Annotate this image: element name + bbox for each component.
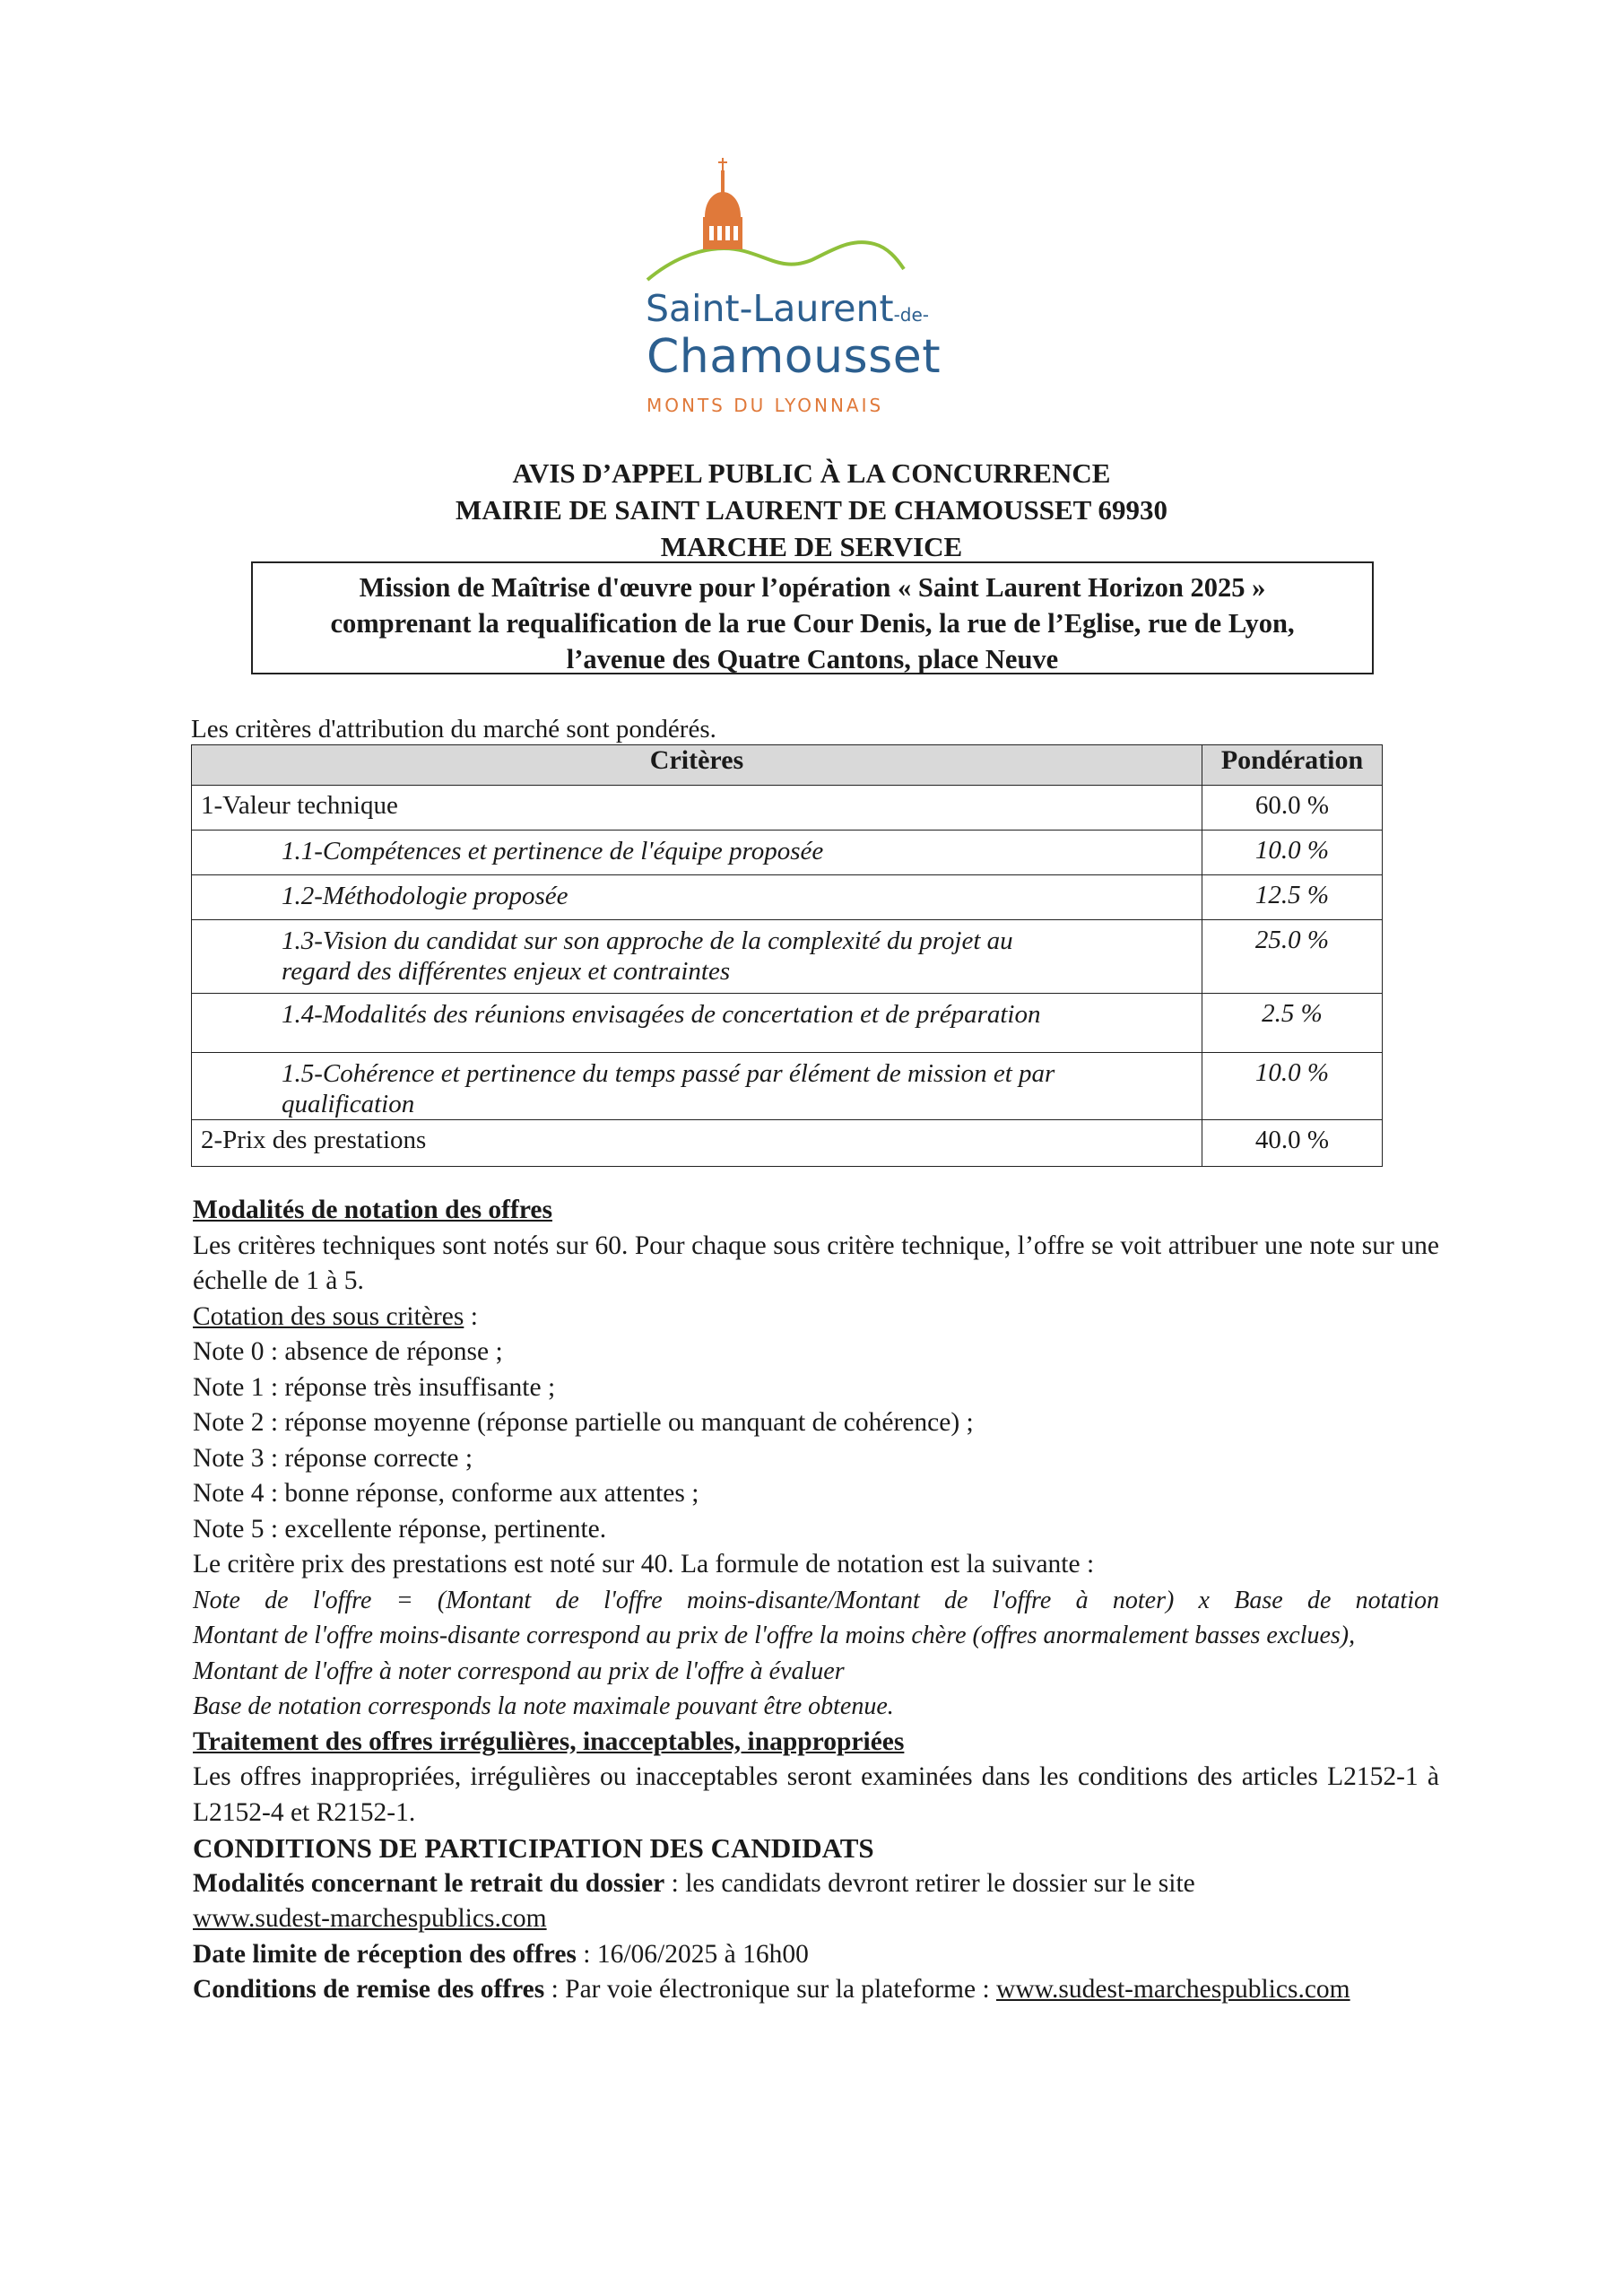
deadline-value: : 16/06/2025 à 16h00	[576, 1939, 809, 1969]
section-title: CONDITIONS DE PARTICIPATION DES CANDIDATS	[193, 1832, 874, 1864]
formula-definition: Montant de l'offre moins-disante correspond au prix de l'offre la moins chère (offres anormalement basses exclues),	[193, 1622, 1356, 1649]
mission-line: l’avenue des Quatre Cantons, place Neuve	[566, 644, 1059, 674]
note-line: Note 2 : réponse moyenne (réponse partielle ou manquant de cohérence) ;	[193, 1408, 974, 1437]
criterion-label: 1-Valeur technique	[192, 786, 1202, 831]
criterion-label: 1.1-Compétences et pertinence de l'équipe proposée	[192, 831, 1202, 875]
criterion-label: 2-Prix des prestations	[192, 1120, 1202, 1167]
table-row	[192, 875, 1383, 920]
retrait-link[interactable]: www.sudest-marchespublics.com	[193, 1904, 547, 1933]
irregular-text: Les offres inappropriées, irrégulières ou inacceptables seront examinées dans les conditions des articles L2152-1 à L2152-4 et R2152-1.	[193, 1762, 1439, 1827]
logo-name-line1: Saint-Laurent-de-	[646, 287, 930, 330]
criterion-weight: 40.0 %	[1202, 1120, 1383, 1167]
criterion-weight: 25.0 %	[1202, 920, 1383, 994]
criterion-label: 1.5-Cohérence et pertinence du temps passé par élément de mission et par qualification	[192, 1053, 1202, 1120]
note-line: Note 0 : absence de réponse ;	[193, 1337, 503, 1366]
criterion-weight: 12.5 %	[1202, 875, 1383, 920]
retrait-paragraph: Modalités concernant le retrait du dossier : les candidats devront retirer le dossier sur le site www.sudest-marchespublics.com	[193, 1868, 1195, 1933]
price-intro: Le critère prix des prestations est noté sur 40. La formule de notation est la suivante :	[193, 1550, 1095, 1578]
mission-line: comprenant la requalification de la rue Cour Denis, la rue de l’Eglise, rue de Lyon,	[330, 608, 1295, 639]
table-row	[192, 994, 1383, 1053]
church-hills-icon	[628, 152, 924, 287]
criterion-label: 1.2-Méthodologie proposée	[192, 875, 1202, 920]
cotation-heading: Cotation des sous critères :	[193, 1301, 478, 1331]
table-row	[192, 831, 1383, 875]
criterion-label: 1.4-Modalités des réunions envisagées de concertation et de préparation	[192, 994, 1202, 1053]
formula-definition: Montant de l'offre à noter correspond au prix de l'offre à évaluer	[193, 1657, 845, 1685]
criterion-weight: 60.0 %	[1202, 786, 1383, 831]
mission-box	[251, 561, 1374, 674]
mission-line: Mission de Maîtrise d'œuvre pour l’opération « Saint Laurent Horizon 2025 »	[359, 572, 1266, 603]
note-line: Note 1 : réponse très insuffisante ;	[193, 1372, 556, 1402]
criterion-weight: 10.0 %	[1202, 1053, 1383, 1120]
notice-contract-type: MARCHE DE SERVICE	[660, 531, 963, 562]
logo-name-line2: Chamousset	[647, 330, 942, 384]
criterion-weight: 2.5 %	[1202, 994, 1383, 1053]
deadline-paragraph	[193, 1937, 1439, 1973]
deadline-label: Date limite de réception des offres	[193, 1939, 577, 1969]
table-row	[192, 920, 1383, 994]
criterion-weight: 10.0 %	[1202, 831, 1383, 875]
notation-intro: Les critères techniques sont notés sur 60. Pour chaque sous critère technique, l’offre se voit attribuer une note sur une échelle de 1 à 5.	[193, 1231, 1439, 1295]
remise-label: Conditions de remise des offres	[193, 1975, 545, 2004]
retrait-label: Modalités concernant le retrait du dossier	[193, 1868, 665, 1898]
criteria-intro: Les critères d'attribution du marché sont pondérés.	[191, 715, 716, 744]
remise-paragraph: Conditions de remise des offres : Par voie électronique sur la plateforme : www.sudest-marchespublics.com	[193, 1975, 1350, 2004]
notice-title: AVIS D’APPEL PUBLIC À LA CONCURRENCE	[512, 457, 1111, 489]
criteria-table	[191, 744, 1383, 1167]
column-header-criteria: Critères	[192, 745, 1202, 786]
table-header-row	[192, 745, 1383, 786]
section-title: Traitement des offres irrégulières, inacceptables, inappropriées	[193, 1726, 905, 1756]
notice-authority: MAIRIE DE SAINT LAURENT DE CHAMOUSSET 69930	[455, 494, 1168, 526]
remise-link[interactable]: www.sudest-marchespublics.com	[996, 1975, 1350, 2004]
table-row	[192, 786, 1383, 831]
note-line: Note 4 : bonne réponse, conforme aux attentes ;	[193, 1479, 699, 1508]
column-header-weight: Pondération	[1202, 745, 1383, 786]
logo-subtitle: MONTS DU LYONNAIS	[647, 395, 884, 416]
formula-definition: Base de notation corresponds la note maximale pouvant être obtenue.	[193, 1692, 894, 1720]
municipality-logo	[628, 152, 942, 430]
notation-section	[193, 1193, 1439, 2008]
table-row	[192, 1053, 1383, 1120]
price-formula: Note de l'offre = (Montant de l'offre moins-disante/Montant de l'offre à noter) x Base de notation	[193, 1586, 1439, 1614]
note-line: Note 5 : excellente réponse, pertinente.	[193, 1514, 607, 1544]
section-title: Modalités de notation des offres	[193, 1196, 552, 1224]
criterion-label: 1.3-Vision du candidat sur son approche de la complexité du projet au regard des différentes enjeux et contraintes	[192, 920, 1202, 994]
note-line: Note 3 : réponse correcte ;	[193, 1443, 473, 1473]
table-row	[192, 1120, 1383, 1167]
